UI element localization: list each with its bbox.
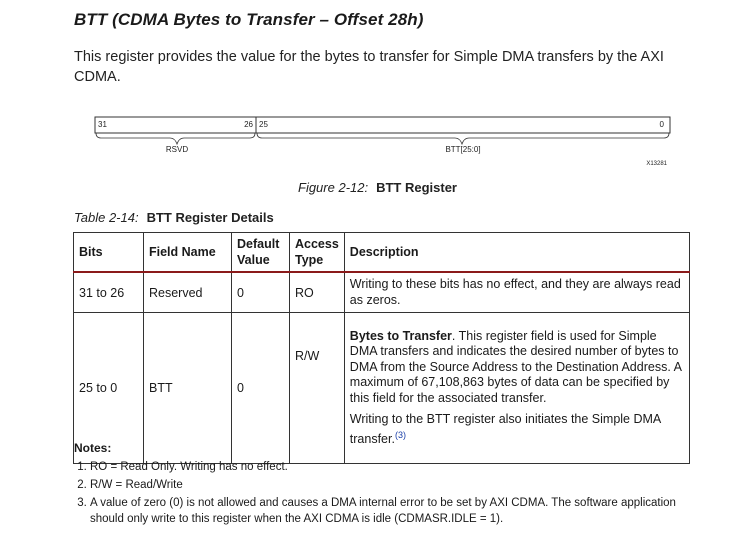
- col-header-bits: Bits: [74, 233, 144, 273]
- note-item: 3. A value of zero (0) is not allowed and causes a DMA internal error to be set by AXI CDMA. The software application should only write to this register when the AXI CDMA is idle (CDMASR.IDLE = 1).: [90, 495, 694, 527]
- bit-label-26: 26: [244, 120, 253, 129]
- col-header-access-type: Access Type: [290, 233, 345, 273]
- bit-label-0: 0: [659, 120, 664, 129]
- table-header-row: [74, 233, 690, 273]
- table-row: [74, 272, 690, 313]
- notes-section: [74, 440, 694, 529]
- description-lead: Bytes to Transfer: [349, 328, 452, 343]
- figure-number: Figure 2-12:: [298, 180, 369, 195]
- cell-bits: 25 to 0: [74, 313, 144, 464]
- cell-default-value: 0: [232, 313, 290, 464]
- intro-paragraph: This register provides the value for the bytes to transfer for Simple DMA transfers by the AXI CDMA.: [74, 49, 664, 85]
- cell-access-type: R/W: [290, 313, 345, 464]
- col-header-field-name: Field Name: [144, 233, 232, 273]
- table-caption: [74, 210, 274, 225]
- cell-default-value: 0: [232, 272, 290, 313]
- notes-title: Notes:: [74, 441, 112, 455]
- notes-list: [74, 459, 694, 527]
- table-number: Table 2-14:: [74, 210, 139, 225]
- note-item: 2. R/W = Read/Write: [90, 477, 694, 493]
- figure-title: BTT Register: [376, 180, 457, 195]
- register-diagram: [70, 108, 680, 170]
- col-header-default-value: Default Value: [232, 233, 290, 273]
- register-details-table: [73, 232, 690, 464]
- description-body: . This register field is used for Simple DMA transfers and indicates the desired number of bytes to DMA from the Source Address to the Destination Address. A maximum of 67,108,863 bytes of data can be specified by this field for the associated transfer.: [349, 328, 682, 405]
- cell-access-type: RO: [290, 272, 345, 313]
- figure-id: X13281: [646, 161, 667, 167]
- table-title: BTT Register Details: [146, 210, 274, 225]
- col-header-description: Description: [344, 233, 689, 273]
- cell-description: Writing to these bits has no effect, and they are always read as zeros.: [344, 272, 689, 313]
- cell-field-name: BTT: [144, 313, 232, 464]
- cell-field-name: Reserved: [144, 272, 232, 313]
- note-item: 1. RO = Read Only. Writing has no effect.: [90, 459, 694, 475]
- cell-bits: 31 to 26: [74, 272, 144, 313]
- field-label-btt: BTT[25:0]: [445, 145, 481, 154]
- figure-caption: [298, 180, 457, 195]
- note-reference-link[interactable]: (3): [394, 429, 406, 440]
- field-label-rsvd: RSVD: [165, 145, 189, 154]
- bit-label-25: 25: [259, 120, 268, 129]
- bit-label-31: 31: [98, 120, 107, 129]
- section-title: BTT (CDMA Bytes to Transfer – Offset 28h): [74, 10, 424, 29]
- description-p2: Writing to the BTT register also initiates the Simple DMA transfer.: [349, 412, 661, 446]
